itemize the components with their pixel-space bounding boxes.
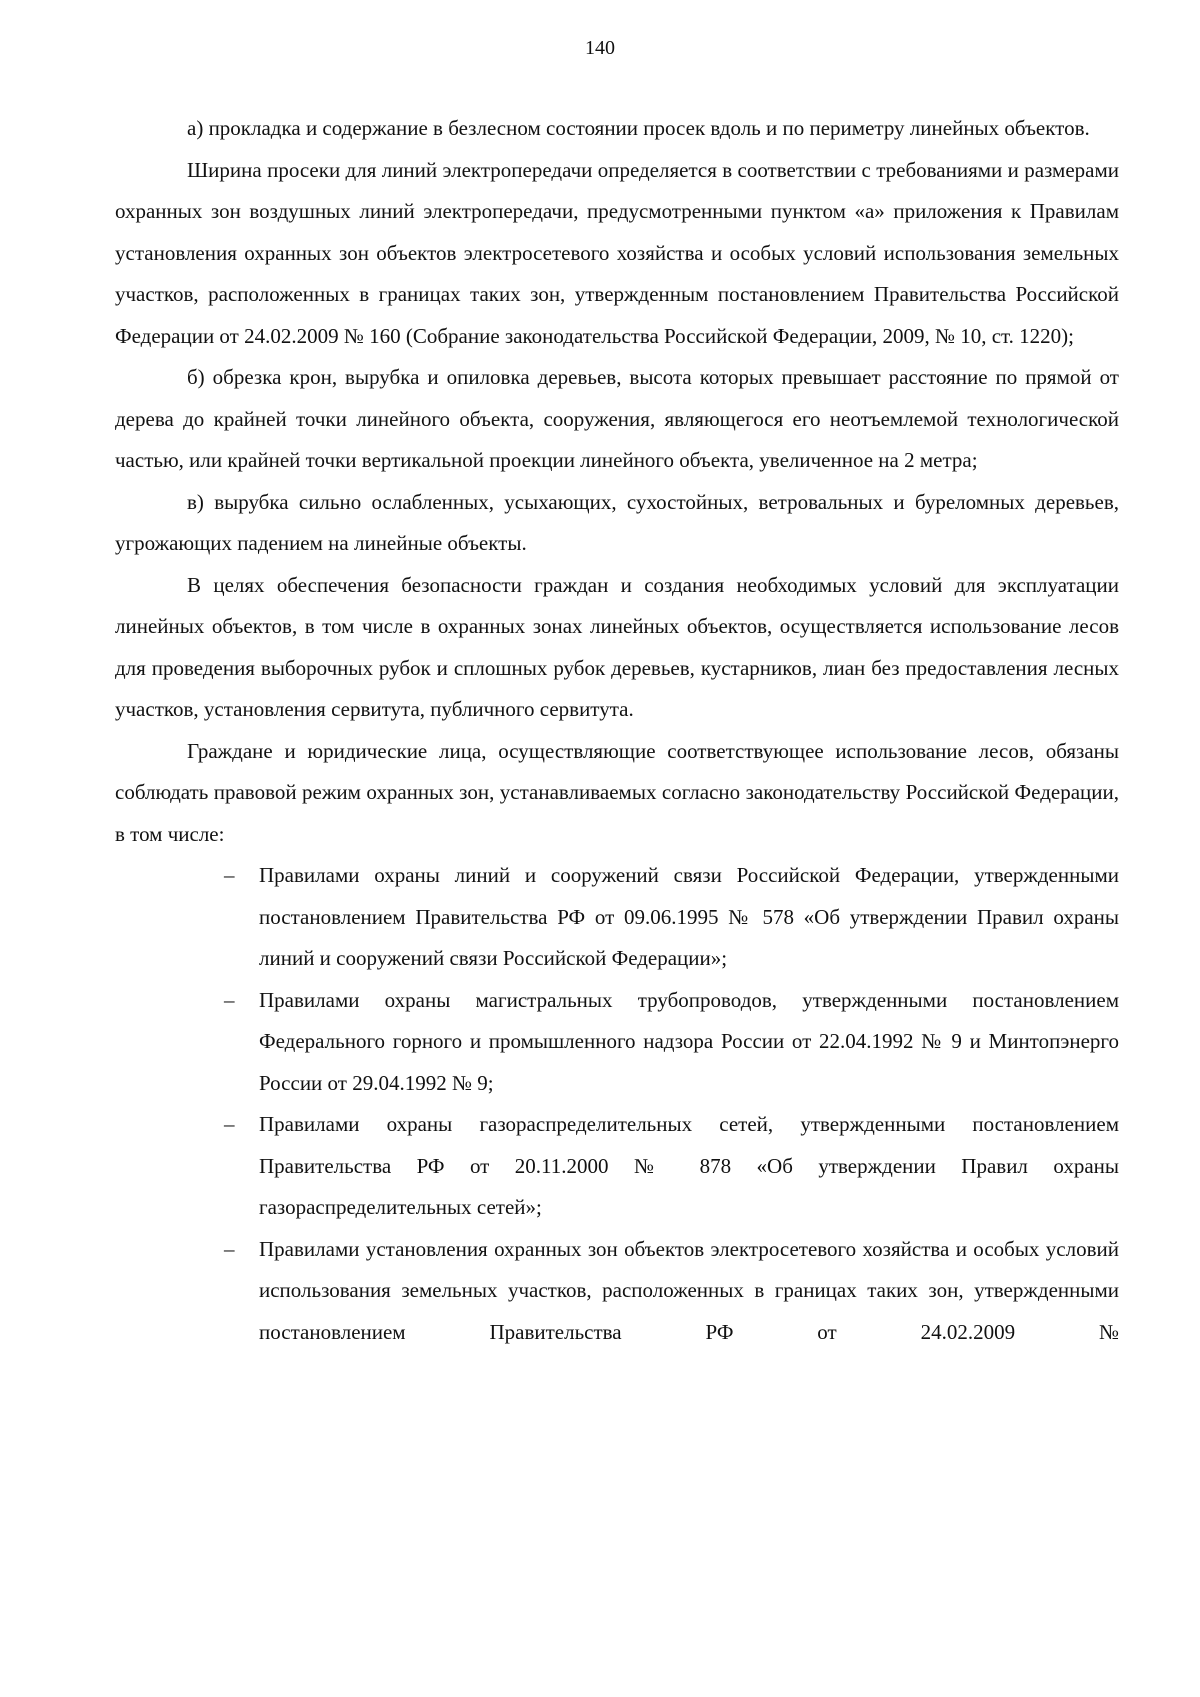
paragraph-legal-regime: Граждане и юридические лица, осуществляющие соответствующее использование лесов, обязаны соблюдать правовой режим охранных зон, устанавливаемых согласно законодательству Российской Федерации, в том числе: [115, 738, 1119, 846]
list-dash-marker: – [224, 1112, 235, 1136]
list-item-text: Правилами охраны линий и сооружений связи Российской Федерации, утвержденными постановлением Правительства РФ от 09.06.1995 № 578 «Об утверждении Правил охраны линий и сооружений связи Российской Федерации»; [259, 863, 1119, 970]
list-item-text: Правилами установления охранных зон объектов электросетевого хозяйства и особых условий использования земельных участков, расположенных в границах таких зон, утвержденными постановлением Правительства РФ от 24.02.2009 № [259, 1236, 1119, 1344]
paragraph-clearing-width: Ширина просеки для линий электропередачи определяется в соответствии с требованиями и размерами охранных зон воздушных линий электропередачи, предусмотренными пунктом «а» приложения к Правилам установления охранных зон объектов электросетевого хозяйства и особых условий использования земельных участков, расположенных в границах таких зон, утвержденным постановлением Правительства Российской Федерации от 24.02.2009 № 160 (Собрание законодательства Российской Федерации, 2009, № 10, ст. 1220); [115, 157, 1119, 348]
document-body [115, 108, 1119, 1353]
page-number: 140 [585, 37, 615, 59]
paragraph-safety-purposes: В целях обеспечения безопасности граждан и создания необходимых условий для эксплуатации линейных объектов, в том числе в охранных зонах линейных объектов, осуществляется использование лесов для проведения выборочных рубок и сплошных рубок деревьев, кустарников, лиан без предоставления лесных участков, установления сервитута, публичного сервитута. [115, 572, 1119, 721]
list-dash-marker: – [224, 987, 235, 1012]
list-dash-marker: – [224, 863, 235, 887]
list-item-text: Правилами охраны магистральных трубопроводов, утвержденными постановлением Федерального горного и промышленного надзора России от 22.04.1992 № 9 и Минтопэнерго России от 29.04.1992 № 9; [259, 987, 1119, 1095]
regulations-list [115, 855, 1119, 1353]
list-item [224, 980, 1119, 1105]
paragraph-item-b: б) обрезка крон, вырубка и опиловка деревьев, высота которых превышает расстояние по прямой от дерева до крайней точки линейного объекта, сооружения, являющегося его неотъемлемой технологической частью, или крайней точки вертикальной проекции линейного объекта, увеличенное на 2 метра; [115, 365, 1119, 472]
list-item [224, 1229, 1119, 1354]
list-item-text: Правилами охраны газораспределительных сетей, утвержденными постановлением Правительства РФ от 20.11.2000 № 878 «Об утверждении Правил охраны газораспределительных сетей»; [259, 1112, 1119, 1219]
paragraph-item-a: а) прокладка и содержание в безлесном состоянии просек вдоль и по периметру линейных объектов. [187, 116, 1090, 140]
list-item [224, 1104, 1119, 1229]
list-dash-marker: – [224, 1236, 235, 1261]
paragraph-item-v: в) вырубка сильно ослабленных, усыхающих, сухостойных, ветровальных и буреломных деревьев, угрожающих падением на линейные объекты. [115, 489, 1119, 555]
list-item [224, 855, 1119, 980]
